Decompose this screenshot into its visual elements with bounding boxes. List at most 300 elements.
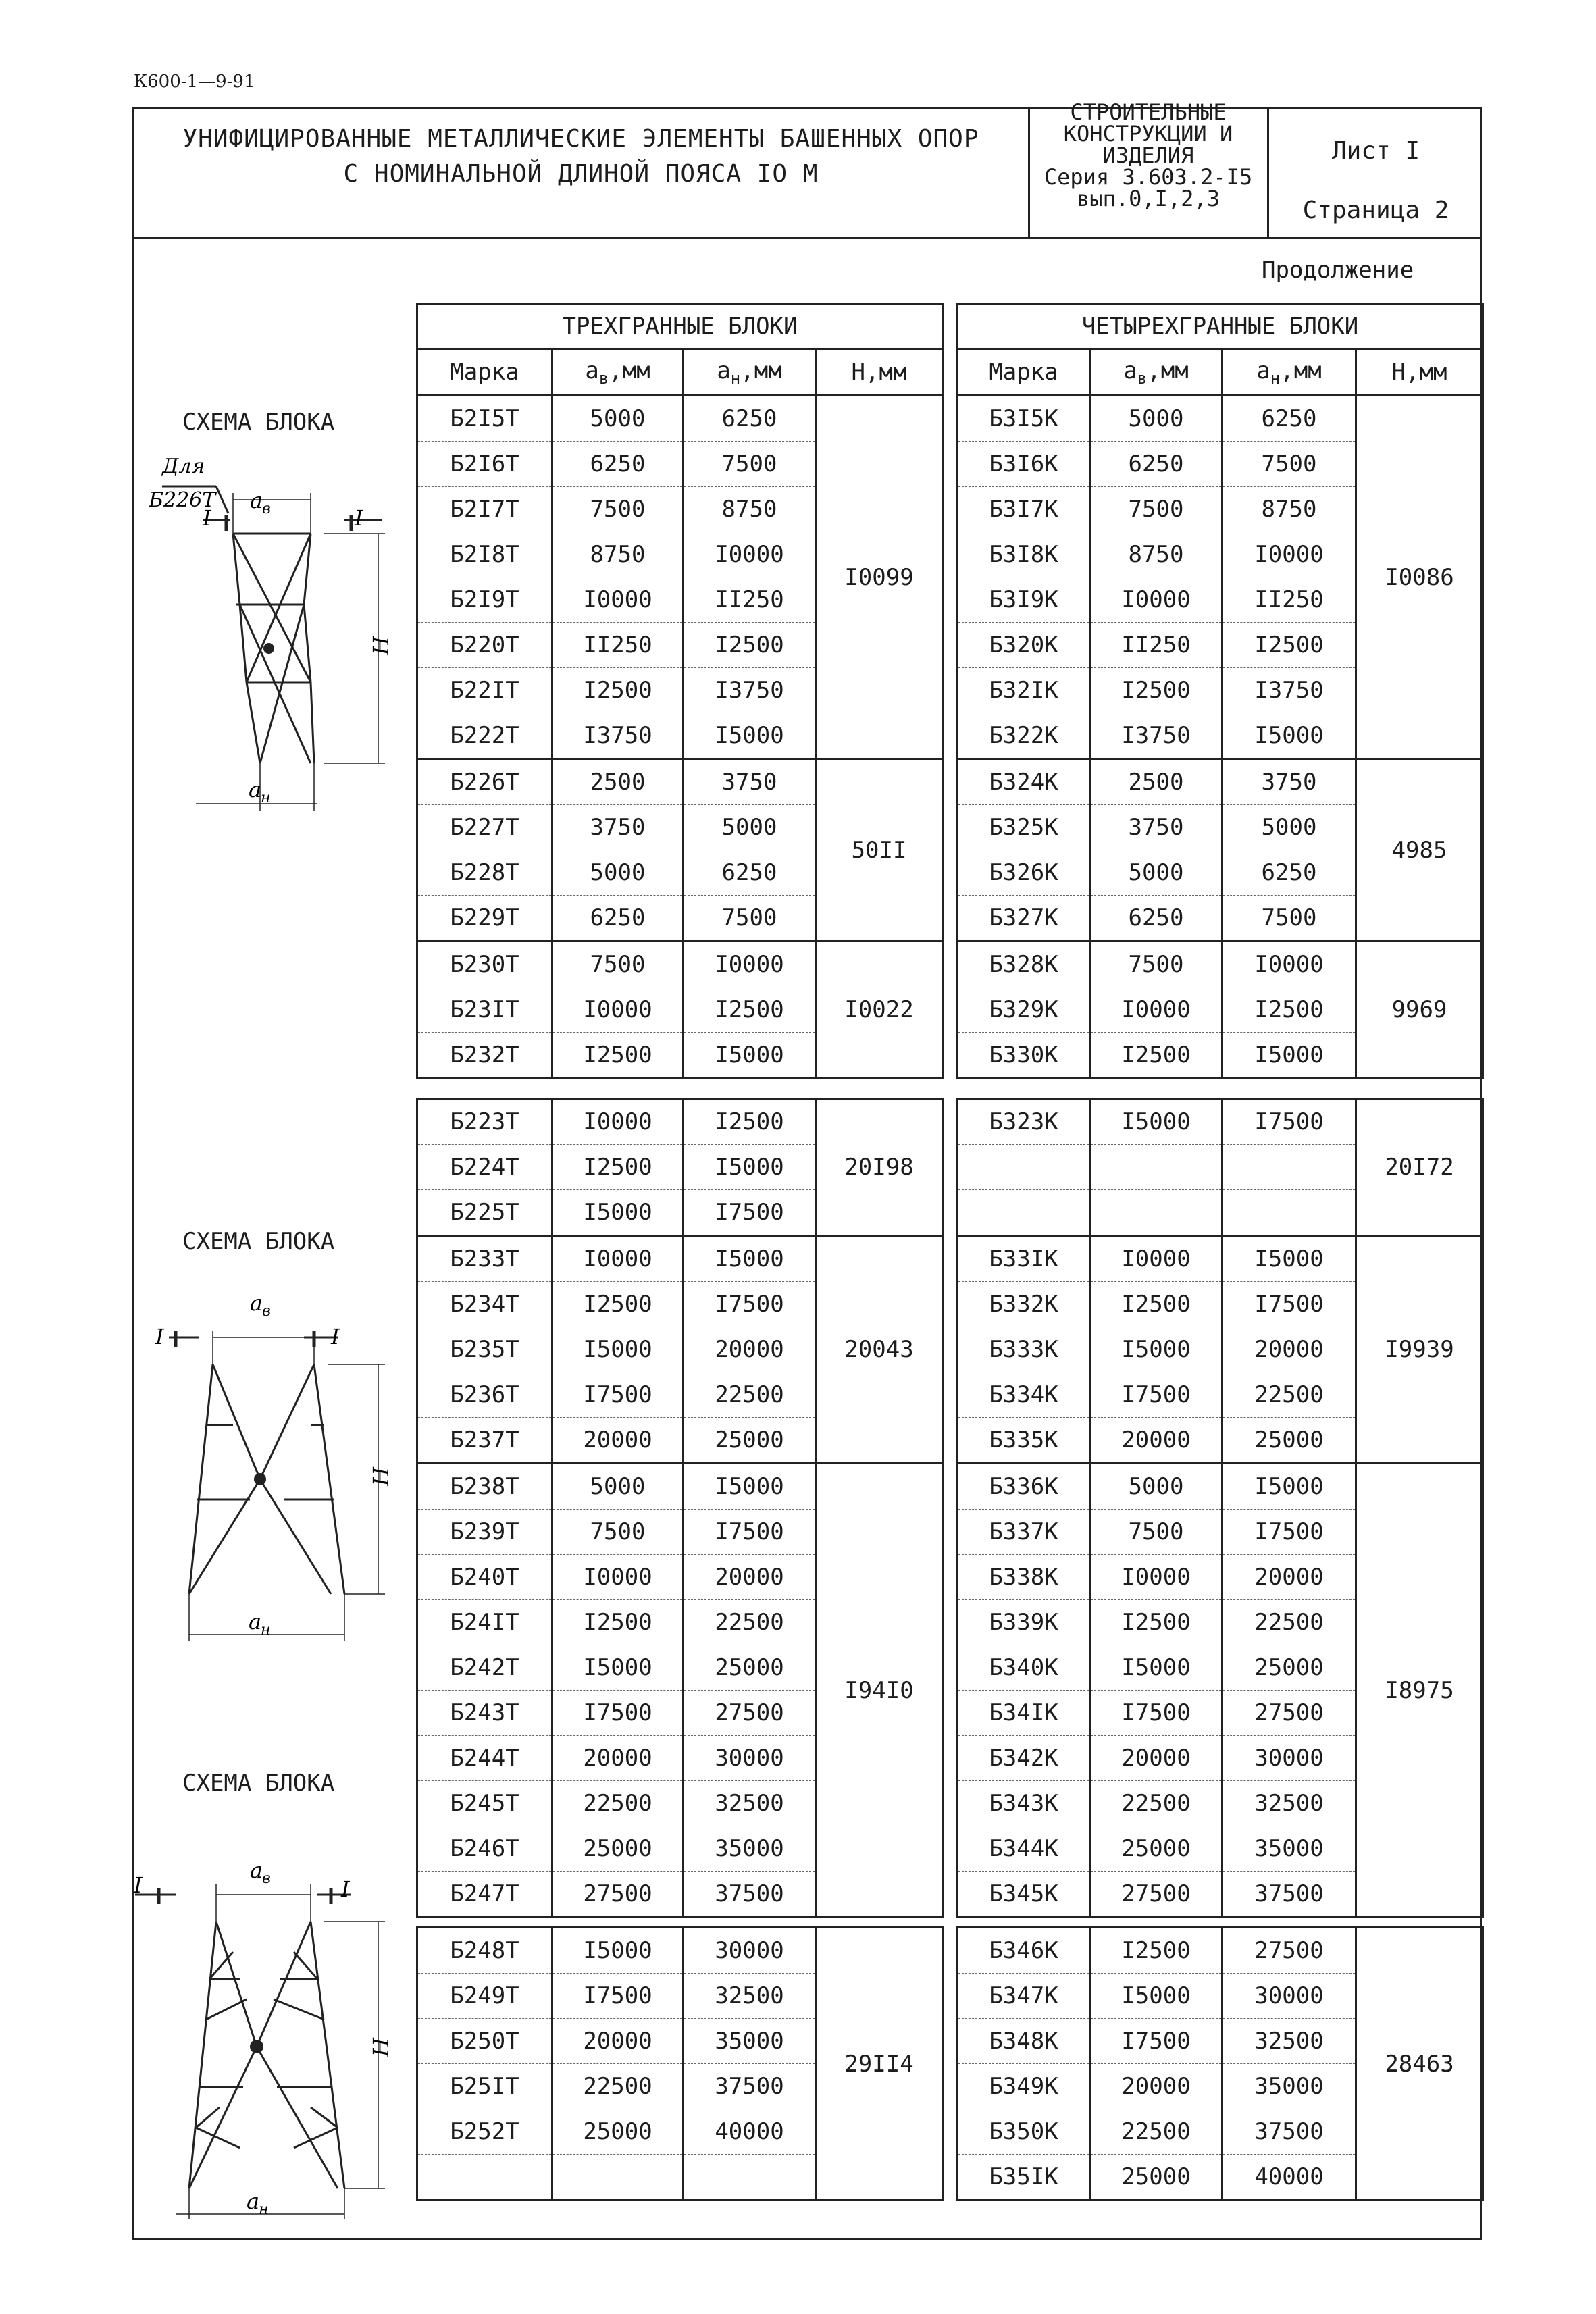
- series-line-1: СТРОИТЕЛЬНЫЕ: [1070, 99, 1227, 125]
- a-bottom-cell: [1222, 1145, 1356, 1190]
- a-top-cell: I3750: [552, 713, 684, 759]
- dim-h-label: H: [368, 636, 394, 655]
- mark-cell: Б337К: [958, 1510, 1090, 1555]
- a-bottom-cell: 5000: [684, 805, 816, 850]
- a-top-cell: I2500: [1090, 1033, 1222, 1079]
- a-top-cell: I2500: [552, 668, 684, 713]
- a-top-cell: I0000: [1090, 1236, 1222, 1282]
- a-top-cell: I0000: [1090, 987, 1222, 1033]
- a-top-cell: I2500: [552, 1282, 684, 1327]
- table-row: [417, 1464, 943, 1510]
- dim-a-bottom-label: a: [247, 2188, 260, 2214]
- a-bottom-cell: I3750: [1222, 668, 1356, 713]
- mark-cell: Б249Т: [417, 1974, 552, 2019]
- a-bottom-cell: I5000: [684, 713, 816, 759]
- a-top-cell: 22500: [1090, 1781, 1222, 1826]
- a-bottom-cell: 40000: [1222, 2155, 1356, 2201]
- mark-cell: Б230Т: [417, 942, 552, 987]
- mark-cell: Б350К: [958, 2109, 1090, 2155]
- a-bottom-cell: 7500: [684, 896, 816, 942]
- a-bottom-cell: I0000: [1222, 532, 1356, 577]
- mark-cell: Б235Т: [417, 1327, 552, 1372]
- a-top-cell: I2500: [1090, 1600, 1222, 1645]
- a-top-cell: 8750: [552, 532, 684, 577]
- mark-cell: Б245Т: [417, 1781, 552, 1826]
- a-bottom-cell: I5000: [1222, 713, 1356, 759]
- mark-cell: Б324К: [958, 759, 1090, 805]
- a-bottom-cell: 22500: [1222, 1372, 1356, 1418]
- a-top-cell: I3750: [1090, 713, 1222, 759]
- height-cell: 9969: [1356, 942, 1483, 1079]
- mark-cell: Б244Т: [417, 1736, 552, 1781]
- a-bottom-cell: [684, 2155, 816, 2201]
- a-top-cell: I0000: [1090, 577, 1222, 623]
- a-top-cell: I0000: [552, 577, 684, 623]
- a-top-cell: 5000: [552, 396, 684, 442]
- dim-a-bottom-subscript: н: [259, 2201, 269, 2218]
- mark-cell: Б222Т: [417, 713, 552, 759]
- a-bottom-cell: I7500: [684, 1282, 816, 1327]
- column-header-symbol: a: [585, 357, 599, 384]
- column-header-unit: ,мм: [1280, 357, 1322, 384]
- a-bottom-cell: 40000: [684, 2109, 816, 2155]
- a-top-cell: 20000: [552, 1736, 684, 1781]
- a-bottom-cell: I7500: [684, 1190, 816, 1236]
- document-code: К600-1—9-91: [134, 72, 255, 92]
- table-row: [417, 1236, 943, 1282]
- a-bottom-cell: 25000: [1222, 1418, 1356, 1464]
- a-top-cell: I0000: [1090, 1555, 1222, 1600]
- table-row: [958, 942, 1483, 987]
- a-bottom-cell: 27500: [1222, 1928, 1356, 1974]
- a-bottom-cell: I0000: [684, 942, 816, 987]
- mark-cell: Б229Т: [417, 896, 552, 942]
- tri-blocks-table: [416, 1098, 944, 1918]
- mark-cell: Б237Т: [417, 1418, 552, 1464]
- mark-cell: Б329К: [958, 987, 1090, 1033]
- a-top-cell: I5000: [1090, 1099, 1222, 1145]
- a-bottom-cell: I5000: [684, 1464, 816, 1510]
- column-header-a-top: [552, 349, 684, 396]
- a-bottom-cell: 35000: [1222, 2064, 1356, 2109]
- column-header-a-bottom: [684, 349, 816, 396]
- table-row: [958, 1099, 1483, 1145]
- a-bottom-cell: 8750: [684, 487, 816, 532]
- a-top-cell: I5000: [552, 1645, 684, 1691]
- a-top-cell: I5000: [552, 1327, 684, 1372]
- height-cell: I0086: [1356, 396, 1483, 759]
- mark-cell: Б223Т: [417, 1099, 552, 1145]
- mark-cell: Б22IТ: [417, 668, 552, 713]
- table-title: ЧЕТЫРЕХГРАННЫЕ БЛОКИ: [958, 304, 1483, 349]
- a-top-cell: I7500: [1090, 1372, 1222, 1418]
- mark-cell: Б243Т: [417, 1691, 552, 1736]
- a-top-cell: 20000: [1090, 1736, 1222, 1781]
- a-top-cell: I0000: [552, 1236, 684, 1282]
- mark-cell: Б345К: [958, 1872, 1090, 1918]
- mark-cell: Б2I5Т: [417, 396, 552, 442]
- column-header-unit: ,мм: [609, 357, 650, 384]
- mark-cell: Б330К: [958, 1033, 1090, 1079]
- table-title: ТРЕХГРАННЫЕ БЛОКИ: [417, 304, 943, 349]
- a-bottom-cell: 30000: [684, 1928, 816, 1974]
- column-header-subscript: в: [1137, 368, 1148, 388]
- block-scheme-3: [122, 1824, 405, 2229]
- a-bottom-cell: 3750: [684, 759, 816, 805]
- scheme-label: СХЕМА БЛОКА: [182, 409, 335, 436]
- mark-cell: Б3I8К: [958, 532, 1090, 577]
- a-top-cell: 22500: [552, 2064, 684, 2109]
- a-top-cell: I0000: [552, 1099, 684, 1145]
- a-bottom-cell: I5000: [684, 1033, 816, 1079]
- a-bottom-cell: 32500: [684, 1781, 816, 1826]
- mark-cell: Б34IК: [958, 1691, 1090, 1736]
- a-bottom-cell: 20000: [1222, 1555, 1356, 1600]
- a-top-cell: 6250: [1090, 442, 1222, 487]
- tri-blocks-table: [416, 303, 944, 1079]
- a-top-cell: I7500: [552, 1691, 684, 1736]
- dim-a-top-subscript: в: [262, 1870, 271, 1887]
- a-bottom-cell: 6250: [684, 396, 816, 442]
- a-top-cell: 25000: [552, 2109, 684, 2155]
- a-bottom-cell: I2500: [1222, 623, 1356, 668]
- a-top-cell: 7500: [1090, 487, 1222, 532]
- a-bottom-cell: 30000: [1222, 1736, 1356, 1781]
- a-top-cell: I5000: [1090, 1327, 1222, 1372]
- a-bottom-cell: 37500: [1222, 1872, 1356, 1918]
- document-title: [155, 122, 1006, 192]
- a-bottom-cell: II250: [684, 577, 816, 623]
- mark-cell: Б339К: [958, 1600, 1090, 1645]
- scheme-label: СХЕМА БЛОКА: [182, 1770, 335, 1797]
- column-header-a-top: [1090, 349, 1222, 396]
- scheme-label: СХЕМА БЛОКА: [182, 1228, 335, 1255]
- mark-cell: Б3I9К: [958, 577, 1090, 623]
- height-cell: 20I98: [816, 1099, 943, 1236]
- a-bottom-cell: I7500: [684, 1510, 816, 1555]
- column-header-symbol: a: [1123, 357, 1137, 384]
- a-bottom-cell: I0000: [1222, 942, 1356, 987]
- a-top-cell: 5000: [552, 850, 684, 896]
- series-line-5: вып.0,I,2,3: [1077, 186, 1220, 211]
- mark-cell: Б233Т: [417, 1236, 552, 1282]
- a-bottom-cell: 35000: [684, 1826, 816, 1872]
- mark-cell: Б334К: [958, 1372, 1090, 1418]
- a-top-cell: 8750: [1090, 532, 1222, 577]
- a-top-cell: 7500: [1090, 942, 1222, 987]
- a-top-cell: I5000: [1090, 1974, 1222, 2019]
- height-cell: I94I0: [816, 1464, 943, 1918]
- a-top-cell: 25000: [1090, 2155, 1222, 2201]
- mark-cell: [417, 2155, 552, 2201]
- a-bottom-cell: 8750: [1222, 487, 1356, 532]
- a-top-cell: 22500: [552, 1781, 684, 1826]
- table-row: [958, 1464, 1483, 1510]
- mark-cell: Б236Т: [417, 1372, 552, 1418]
- a-top-cell: I7500: [1090, 1691, 1222, 1736]
- a-top-cell: I2500: [1090, 1928, 1222, 1974]
- mark-cell: Б3I6К: [958, 442, 1090, 487]
- quad-blocks-table: [956, 303, 1484, 1079]
- mark-cell: Б349К: [958, 2064, 1090, 2109]
- a-bottom-cell: 27500: [684, 1691, 816, 1736]
- title-divider: [1267, 107, 1269, 239]
- a-top-cell: 2500: [1090, 759, 1222, 805]
- column-header-mark: Марка: [417, 349, 552, 396]
- continuation-label: Продолжение: [1262, 257, 1414, 284]
- a-bottom-cell: I2500: [684, 623, 816, 668]
- a-bottom-cell: 35000: [684, 2019, 816, 2064]
- column-header-subscript: н: [1270, 368, 1281, 388]
- a-bottom-cell: 22500: [684, 1372, 816, 1418]
- a-top-cell: II250: [552, 623, 684, 668]
- mark-cell: Б325К: [958, 805, 1090, 850]
- scheme-note-line-1: Для: [162, 455, 205, 478]
- mark-cell: Б234Т: [417, 1282, 552, 1327]
- mark-cell: Б248Т: [417, 1928, 552, 1974]
- a-bottom-cell: I2500: [684, 987, 816, 1033]
- mark-cell: Б2I7Т: [417, 487, 552, 532]
- a-bottom-cell: I7500: [1222, 1282, 1356, 1327]
- mark-cell: Б328К: [958, 942, 1090, 987]
- a-top-cell: 20000: [1090, 1418, 1222, 1464]
- a-bottom-cell: 7500: [1222, 442, 1356, 487]
- dim-a-top-label: a: [250, 1290, 263, 1316]
- column-header-symbol: a: [1256, 357, 1270, 384]
- a-top-cell: I5000: [552, 1928, 684, 1974]
- height-cell: 29II4: [816, 1928, 943, 2201]
- section-mark: I: [203, 505, 211, 531]
- a-top-cell: 6250: [552, 442, 684, 487]
- mark-cell: Б2I9Т: [417, 577, 552, 623]
- mark-cell: Б338К: [958, 1555, 1090, 1600]
- mark-cell: Б333К: [958, 1327, 1090, 1372]
- table-row: [417, 942, 943, 987]
- a-bottom-cell: I5000: [684, 1145, 816, 1190]
- a-top-cell: 22500: [1090, 2109, 1222, 2155]
- a-bottom-cell: 6250: [1222, 396, 1356, 442]
- mark-cell: Б2I8Т: [417, 532, 552, 577]
- column-header-a-bottom: [1222, 349, 1356, 396]
- table-row: [958, 1928, 1483, 1974]
- a-top-cell: 5000: [552, 1464, 684, 1510]
- a-bottom-cell: 5000: [1222, 805, 1356, 850]
- title-line-2: С НОМИНАЛЬНОЙ ДЛИНОЙ ПОЯСА IO M: [343, 160, 819, 188]
- a-bottom-cell: 32500: [1222, 1781, 1356, 1826]
- block-scheme-2: [149, 1277, 405, 1655]
- a-top-cell: I0000: [552, 1555, 684, 1600]
- a-top-cell: [552, 2155, 684, 2201]
- mark-cell: Б33IК: [958, 1236, 1090, 1282]
- a-bottom-cell: 7500: [1222, 896, 1356, 942]
- a-bottom-cell: II250: [1222, 577, 1356, 623]
- dim-a-bottom-subscript: н: [261, 790, 271, 806]
- quad-blocks-table: [956, 1926, 1484, 2201]
- a-bottom-cell: I5000: [1222, 1033, 1356, 1079]
- mark-cell: Б228Т: [417, 850, 552, 896]
- a-top-cell: I7500: [552, 1974, 684, 2019]
- mark-cell: Б342К: [958, 1736, 1090, 1781]
- mark-cell: Б24IТ: [417, 1600, 552, 1645]
- a-bottom-cell: I0000: [684, 532, 816, 577]
- series-line-4: Серия 3.603.2-I5: [1044, 164, 1253, 190]
- a-bottom-cell: I2500: [684, 1099, 816, 1145]
- table-row: [417, 396, 943, 442]
- a-bottom-cell: 20000: [684, 1555, 816, 1600]
- dim-h-label: H: [368, 1467, 394, 1486]
- a-top-cell: I7500: [552, 1372, 684, 1418]
- a-bottom-cell: 22500: [684, 1600, 816, 1645]
- table-row: [417, 1099, 943, 1145]
- dim-a-bottom-subscript: н: [261, 1622, 271, 1639]
- block-scheme-1: [149, 453, 405, 831]
- height-cell: I0022: [816, 942, 943, 1079]
- height-cell: 4985: [1356, 759, 1483, 942]
- mark-cell: Б25IТ: [417, 2064, 552, 2109]
- mark-cell: Б336К: [958, 1464, 1090, 1510]
- a-bottom-cell: 37500: [1222, 2109, 1356, 2155]
- a-bottom-cell: 27500: [1222, 1691, 1356, 1736]
- mark-cell: Б247Т: [417, 1872, 552, 1918]
- table-row: [958, 396, 1483, 442]
- section-mark: I: [355, 505, 363, 531]
- a-top-cell: 27500: [1090, 1872, 1222, 1918]
- a-top-cell: I5000: [552, 1190, 684, 1236]
- sheet-number: Лист I: [1331, 137, 1420, 165]
- scheme-note-line-2: Б226Т: [149, 488, 216, 512]
- a-bottom-cell: I7500: [1222, 1510, 1356, 1555]
- mark-cell: [958, 1145, 1090, 1190]
- column-header-height: H,мм: [816, 349, 943, 396]
- mark-cell: Б320К: [958, 623, 1090, 668]
- dim-a-top-subscript: в: [262, 1303, 271, 1320]
- a-top-cell: I2500: [552, 1145, 684, 1190]
- a-top-cell: 25000: [552, 1826, 684, 1872]
- a-top-cell: I2500: [1090, 668, 1222, 713]
- mark-cell: Б224Т: [417, 1145, 552, 1190]
- a-bottom-cell: 20000: [1222, 1327, 1356, 1372]
- a-top-cell: I2500: [552, 1033, 684, 1079]
- a-top-cell: [1090, 1145, 1222, 1190]
- a-bottom-cell: 30000: [1222, 1974, 1356, 2019]
- mark-cell: Б2I6Т: [417, 442, 552, 487]
- mark-cell: Б226Т: [417, 759, 552, 805]
- series-block: [1033, 101, 1263, 209]
- table-row: [417, 759, 943, 805]
- mark-cell: Б242Т: [417, 1645, 552, 1691]
- height-cell: I9939: [1356, 1236, 1483, 1464]
- a-bottom-cell: I5000: [1222, 1464, 1356, 1510]
- a-bottom-cell: 22500: [1222, 1600, 1356, 1645]
- mark-cell: Б327К: [958, 896, 1090, 942]
- a-top-cell: 27500: [552, 1872, 684, 1918]
- table-row: [958, 1236, 1483, 1282]
- a-top-cell: I7500: [1090, 2019, 1222, 2064]
- section-mark: I: [134, 1872, 143, 1898]
- mark-cell: Б246Т: [417, 1826, 552, 1872]
- a-bottom-cell: I2500: [1222, 987, 1356, 1033]
- a-bottom-cell: 30000: [684, 1736, 816, 1781]
- column-header-subscript: н: [730, 368, 741, 388]
- dim-a-bottom-label: a: [249, 777, 262, 802]
- mark-cell: Б322К: [958, 713, 1090, 759]
- section-mark: I: [155, 1324, 164, 1349]
- a-top-cell: I0000: [552, 987, 684, 1033]
- mark-cell: Б343К: [958, 1781, 1090, 1826]
- mark-cell: Б340К: [958, 1645, 1090, 1691]
- dim-a-bottom-label: a: [249, 1609, 262, 1635]
- a-top-cell: 2500: [552, 759, 684, 805]
- mark-cell: Б250Т: [417, 2019, 552, 2064]
- sheet-block: [1272, 122, 1479, 240]
- height-cell: I0099: [816, 396, 943, 759]
- a-top-cell: 20000: [552, 1418, 684, 1464]
- a-bottom-cell: 32500: [684, 1974, 816, 2019]
- a-top-cell: I2500: [552, 1600, 684, 1645]
- a-bottom-cell: 25000: [684, 1645, 816, 1691]
- mark-cell: Б240Т: [417, 1555, 552, 1600]
- a-top-cell: 3750: [1090, 805, 1222, 850]
- mark-cell: Б225Т: [417, 1190, 552, 1236]
- a-bottom-cell: 25000: [1222, 1645, 1356, 1691]
- page-number: Страница 2: [1302, 197, 1449, 224]
- dim-a-top-subscript: в: [262, 500, 271, 517]
- a-top-cell: 7500: [552, 942, 684, 987]
- a-top-cell: I2500: [1090, 1282, 1222, 1327]
- mark-cell: Б323К: [958, 1099, 1090, 1145]
- a-top-cell: 20000: [552, 2019, 684, 2064]
- series-line-3: ИЗДЕЛИЯ: [1102, 143, 1194, 168]
- column-header-unit: ,мм: [1147, 357, 1189, 384]
- mark-cell: Б238Т: [417, 1464, 552, 1510]
- height-cell: I8975: [1356, 1464, 1483, 1918]
- mark-cell: Б344К: [958, 1826, 1090, 1872]
- a-top-cell: II250: [1090, 623, 1222, 668]
- quad-blocks-table: [956, 1098, 1484, 1918]
- mark-cell: Б23IТ: [417, 987, 552, 1033]
- mark-cell: Б326К: [958, 850, 1090, 896]
- a-top-cell: 25000: [1090, 1826, 1222, 1872]
- dim-a-top-label: a: [250, 1857, 263, 1883]
- a-top-cell: [1090, 1190, 1222, 1236]
- a-bottom-cell: I3750: [684, 668, 816, 713]
- column-header-unit: ,мм: [740, 357, 782, 384]
- title-divider: [1028, 107, 1030, 239]
- mark-cell: Б3I7К: [958, 487, 1090, 532]
- a-bottom-cell: 20000: [684, 1327, 816, 1372]
- a-top-cell: 5000: [1090, 850, 1222, 896]
- height-cell: 50II: [816, 759, 943, 942]
- a-top-cell: 3750: [552, 805, 684, 850]
- mark-cell: Б335К: [958, 1418, 1090, 1464]
- column-header-height: H,мм: [1356, 349, 1483, 396]
- section-mark: I: [331, 1324, 340, 1349]
- mark-cell: [958, 1190, 1090, 1236]
- mark-cell: Б227Т: [417, 805, 552, 850]
- a-bottom-cell: 3750: [1222, 759, 1356, 805]
- dim-h-label: H: [368, 2038, 394, 2057]
- a-top-cell: I5000: [1090, 1645, 1222, 1691]
- a-top-cell: 7500: [552, 1510, 684, 1555]
- a-bottom-cell: I7500: [1222, 1099, 1356, 1145]
- mark-cell: Б3I5К: [958, 396, 1090, 442]
- height-cell: 28463: [1356, 1928, 1483, 2201]
- mark-cell: Б35IК: [958, 2155, 1090, 2201]
- a-bottom-cell: 37500: [684, 1872, 816, 1918]
- a-bottom-cell: [1222, 1190, 1356, 1236]
- mark-cell: Б232Т: [417, 1033, 552, 1079]
- dim-a-top-label: a: [250, 488, 263, 513]
